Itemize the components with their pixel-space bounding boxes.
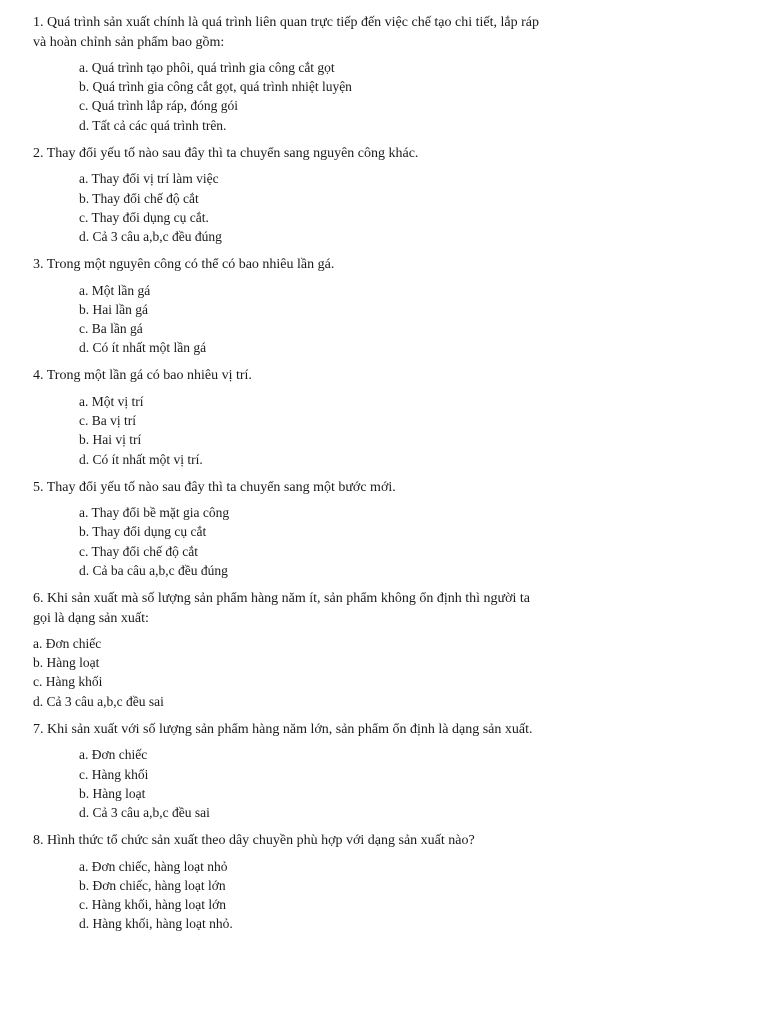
question-text: 6. Khi sản xuất mà số lượng sản phẩm hàng năm ít, sản phẩm không ổn định thì người ta gọi là dạng sản xuất: bbox=[33, 591, 530, 626]
option-item: b. Hàng loạt bbox=[79, 785, 146, 801]
option-item: c. Hàng khối bbox=[33, 674, 103, 690]
option-item: c. Thay đổi chế độ cắt bbox=[79, 543, 198, 559]
option-item: c. Hàng khối bbox=[79, 766, 149, 782]
option-list bbox=[33, 503, 768, 580]
option-list bbox=[33, 857, 768, 934]
question-text: 7. Khi sản xuất với số lượng sản phẩm hàng năm lớn, sản phẩm ổn định là dạng sản xuất. bbox=[33, 721, 533, 737]
question-text: 2. Thay đổi yếu tố nào sau đây thì ta chuyển sang nguyên công khác. bbox=[33, 145, 419, 161]
option-item: b. Thay đổi dụng cụ cắt bbox=[79, 524, 207, 540]
option-item: b. Thay đổi chế độ cắt bbox=[79, 190, 199, 206]
option-item: a. Một lần gá bbox=[79, 282, 151, 298]
question-4 bbox=[33, 366, 768, 468]
option-list bbox=[33, 169, 768, 246]
option-item: a. Đơn chiếc bbox=[33, 636, 102, 652]
question-7 bbox=[33, 720, 768, 822]
option-list bbox=[33, 634, 768, 711]
option-list bbox=[33, 58, 768, 135]
question-8 bbox=[33, 831, 768, 933]
question-6 bbox=[33, 589, 768, 711]
option-item: c. Ba lần gá bbox=[79, 321, 143, 337]
question-text: 4. Trong một lần gá có bao nhiêu vị trí. bbox=[33, 368, 252, 384]
option-item: b. Hàng loạt bbox=[33, 655, 100, 671]
option-item: d. Cả 3 câu a,b,c đều đúng bbox=[79, 228, 222, 244]
option-item: d. Tất cả các quá trình trên. bbox=[79, 117, 227, 133]
question-text: 1. Quá trình sản xuất chính là quá trình liên quan trực tiếp đến việc chế tạo chi tiết, lắp ráp và hoàn chỉnh sản phẩm bao gồm: bbox=[33, 15, 539, 50]
option-item: c. Quá trình lắp ráp, đóng gói bbox=[79, 98, 238, 114]
option-item: a. Quá trình tạo phôi, quá trình gia công cắt gọt bbox=[79, 60, 335, 75]
question-text: 5. Thay đổi yếu tố nào sau đây thì ta chuyển sang một bước mới. bbox=[33, 479, 396, 495]
option-item: a. Đơn chiếc bbox=[79, 747, 148, 763]
option-list bbox=[33, 392, 768, 469]
question-2 bbox=[33, 144, 768, 246]
option-item: b. Hai lần gá bbox=[79, 301, 148, 317]
option-item: d. Hàng khối, hàng loạt nhỏ. bbox=[79, 916, 233, 932]
option-item: b. Quá trình gia công cắt gọt, quá trình nhiệt luyện bbox=[79, 79, 352, 95]
question-text: 3. Trong một nguyên công có thể có bao nhiêu lần gá. bbox=[33, 257, 335, 273]
question-3 bbox=[33, 255, 768, 357]
option-item: d. Cả 3 câu a,b,c đều sai bbox=[33, 693, 164, 709]
question-5 bbox=[33, 478, 768, 580]
option-item: c. Thay đổi dụng cụ cắt. bbox=[79, 209, 209, 225]
question-text: 8. Hình thức tổ chức sản xuất theo dây chuyền phù hợp với dạng sản xuất nào? bbox=[33, 833, 475, 849]
option-item: d. Có ít nhất một lần gá bbox=[79, 340, 207, 356]
question-1 bbox=[33, 13, 768, 135]
option-item: d. Cả 3 câu a,b,c đều sai bbox=[79, 804, 210, 820]
option-item: b. Hai vị trí bbox=[79, 432, 142, 448]
option-list bbox=[33, 281, 768, 358]
option-item: a. Thay đổi bề mặt gia công bbox=[79, 505, 230, 521]
option-list bbox=[33, 745, 768, 822]
option-item: c. Ba vị trí bbox=[79, 413, 136, 429]
option-item: b. Đơn chiếc, hàng loạt lớn bbox=[79, 877, 226, 893]
option-item: c. Hàng khối, hàng loạt lớn bbox=[79, 897, 226, 913]
option-item: a. Một vị trí bbox=[79, 393, 144, 409]
option-item: a. Thay đổi vị trí làm việc bbox=[79, 171, 219, 187]
option-item: d. Cả ba câu a,b,c đều đúng bbox=[79, 562, 228, 578]
option-item: a. Đơn chiếc, hàng loạt nhỏ bbox=[79, 858, 228, 874]
option-item: d. Có ít nhất một vị trí. bbox=[79, 451, 203, 467]
